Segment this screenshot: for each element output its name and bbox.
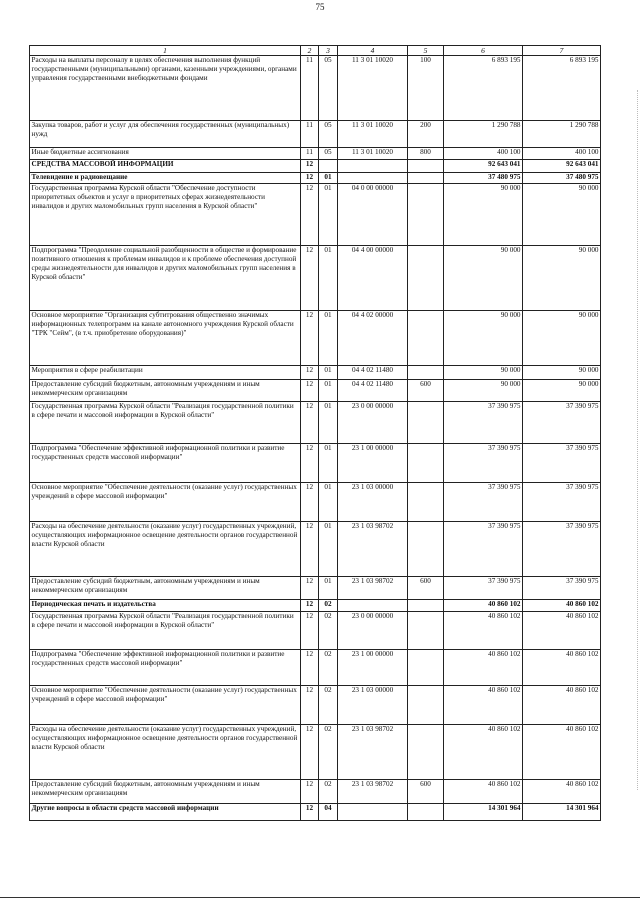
row-target-article-cell (338, 600, 408, 612)
row-amount-1-cell: 40 860 102 (444, 650, 523, 686)
table-row (30, 577, 601, 600)
row-amount-1-cell: 90 000 (444, 311, 523, 366)
row-expense-type-cell: 800 (408, 148, 444, 160)
row-target-article-cell (338, 804, 408, 821)
table-row (30, 600, 601, 612)
table-row (30, 522, 601, 577)
row-section-cell: 12 (301, 173, 319, 184)
row-name-cell: Расходы на обеспечение деятельности (оказание услуг) государственных учреждений, осуществляющих информационное освещение деятельности органов государственной власти Курской области (30, 725, 301, 780)
row-expense-type-cell (408, 600, 444, 612)
row-section-cell: 11 (301, 56, 319, 121)
row-subsection-cell: 01 (319, 366, 338, 380)
row-name-cell: Другие вопросы в области средств массовой информации (30, 804, 301, 821)
row-section-cell: 12 (301, 184, 319, 246)
table-row (30, 148, 601, 160)
row-amount-2-cell: 37 390 975 (523, 577, 601, 600)
row-target-article-cell: 11 3 01 10020 (338, 148, 408, 160)
row-amount-2-cell: 40 860 102 (523, 612, 601, 650)
row-target-article-cell (338, 160, 408, 173)
row-name-cell: Государственная программа Курской области "Реализация государственной политики в сфере печати и массовой информации в Курской области" (30, 612, 301, 650)
row-expense-type-cell (408, 725, 444, 780)
table-row (30, 56, 601, 121)
row-amount-2-cell: 37 390 975 (523, 402, 601, 444)
row-amount-2-cell: 37 480 975 (523, 173, 601, 184)
row-target-article-cell (338, 173, 408, 184)
row-expense-type-cell: 600 (408, 577, 444, 600)
row-target-article-cell: 04 4 02 11480 (338, 366, 408, 380)
row-name-cell: Основное мероприятие "Организация субтитрования общественно значимых информационных телепрограмм на канале автономного учреждения Курской области "ТРК "Сейм", (в т.ч. приобретение оборудования)" (30, 311, 301, 366)
row-amount-1-cell: 14 301 964 (444, 804, 523, 821)
table-row (30, 650, 601, 686)
header-cell: 1 (30, 46, 301, 56)
row-expense-type-cell (408, 612, 444, 650)
row-target-article-cell: 23 0 00 00000 (338, 402, 408, 444)
row-amount-1-cell: 90 000 (444, 366, 523, 380)
table-row (30, 725, 601, 780)
header-row (30, 46, 601, 56)
table-row (30, 121, 601, 148)
row-name-cell: Периодическая печать и издательства (30, 600, 301, 612)
row-amount-1-cell: 37 390 975 (444, 522, 523, 577)
row-section-cell: 12 (301, 650, 319, 686)
row-subsection-cell: 01 (319, 483, 338, 522)
table-row (30, 483, 601, 522)
row-amount-1-cell: 37 390 975 (444, 402, 523, 444)
row-subsection-cell: 01 (319, 184, 338, 246)
row-amount-1-cell: 92 643 041 (444, 160, 523, 173)
row-subsection-cell: 02 (319, 780, 338, 804)
header-cell: 7 (523, 46, 601, 56)
row-amount-1-cell: 40 860 102 (444, 600, 523, 612)
row-section-cell: 12 (301, 522, 319, 577)
row-amount-1-cell: 90 000 (444, 380, 523, 402)
row-target-article-cell: 04 0 00 00000 (338, 184, 408, 246)
row-subsection-cell: 04 (319, 804, 338, 821)
row-subsection-cell: 01 (319, 577, 338, 600)
row-amount-2-cell: 90 000 (523, 311, 601, 366)
row-name-cell: Иные бюджетные ассигнования (30, 148, 301, 160)
row-target-article-cell: 23 1 03 98702 (338, 522, 408, 577)
row-amount-1-cell: 40 860 102 (444, 780, 523, 804)
row-name-cell: Подпрограмма "Обеспечение эффективной информационной политики и развитие государственных средств массовой информации" (30, 444, 301, 483)
row-amount-1-cell: 37 390 975 (444, 444, 523, 483)
row-amount-2-cell: 90 000 (523, 246, 601, 311)
row-name-cell: Основное мероприятие "Обеспечение деятельности (оказание услуг) государственных учреждений в сфере массовой информации" (30, 686, 301, 725)
row-name-cell: Государственная программа Курской области "Обеспечение доступности приоритетных объектов и услуг в приоритетных сферах жизнедеятельности инвалидов и других маломобильных групп населения в Курской области" (30, 184, 301, 246)
row-subsection-cell: 05 (319, 148, 338, 160)
row-section-cell: 12 (301, 380, 319, 402)
row-amount-2-cell: 90 000 (523, 380, 601, 402)
row-target-article-cell: 04 4 02 00000 (338, 311, 408, 366)
row-target-article-cell: 23 1 03 00000 (338, 483, 408, 522)
scan-edge-marks (633, 90, 638, 790)
row-amount-2-cell: 40 860 102 (523, 780, 601, 804)
row-target-article-cell: 04 4 00 00000 (338, 246, 408, 311)
table-row (30, 311, 601, 366)
row-expense-type-cell (408, 402, 444, 444)
row-amount-2-cell: 40 860 102 (523, 686, 601, 725)
row-name-cell: Предоставление субсидий бюджетным, автономным учреждениям и иным некоммерческим организациям (30, 380, 301, 402)
row-expense-type-cell (408, 650, 444, 686)
row-subsection-cell: 01 (319, 311, 338, 366)
row-subsection-cell: 01 (319, 522, 338, 577)
row-target-article-cell: 11 3 01 10020 (338, 56, 408, 121)
row-expense-type-cell (408, 444, 444, 483)
table-row (30, 686, 601, 725)
header-cell: 4 (338, 46, 408, 56)
page-number: 75 (315, 2, 325, 12)
row-amount-1-cell: 40 860 102 (444, 725, 523, 780)
row-amount-1-cell: 1 290 788 (444, 121, 523, 148)
row-expense-type-cell (408, 686, 444, 725)
row-target-article-cell: 23 1 03 98702 (338, 577, 408, 600)
row-expense-type-cell (408, 804, 444, 821)
header-cell: 6 (444, 46, 523, 56)
row-subsection-cell: 05 (319, 121, 338, 148)
row-subsection-cell (319, 160, 338, 173)
row-subsection-cell: 02 (319, 600, 338, 612)
row-expense-type-cell: 600 (408, 780, 444, 804)
row-amount-1-cell: 6 893 195 (444, 56, 523, 121)
row-section-cell: 12 (301, 366, 319, 380)
row-amount-2-cell: 37 390 975 (523, 522, 601, 577)
row-subsection-cell: 01 (319, 246, 338, 311)
row-section-cell: 11 (301, 121, 319, 148)
row-expense-type-cell (408, 246, 444, 311)
table-row (30, 780, 601, 804)
row-expense-type-cell: 200 (408, 121, 444, 148)
row-amount-2-cell: 40 860 102 (523, 725, 601, 780)
row-section-cell: 12 (301, 804, 319, 821)
row-section-cell: 12 (301, 311, 319, 366)
row-section-cell: 12 (301, 600, 319, 612)
row-name-cell: Предоставление субсидий бюджетным, автономным учреждениям и иным некоммерческим организациям (30, 577, 301, 600)
row-amount-2-cell: 40 860 102 (523, 650, 601, 686)
row-subsection-cell: 01 (319, 173, 338, 184)
row-amount-2-cell: 40 860 102 (523, 600, 601, 612)
row-name-cell: Мероприятия в сфере реабилитации (30, 366, 301, 380)
table-row (30, 184, 601, 246)
table-row (30, 380, 601, 402)
row-amount-2-cell: 1 290 788 (523, 121, 601, 148)
row-subsection-cell: 05 (319, 56, 338, 121)
row-amount-1-cell: 37 390 975 (444, 483, 523, 522)
row-subsection-cell: 02 (319, 650, 338, 686)
row-subsection-cell: 01 (319, 402, 338, 444)
table-row (30, 444, 601, 483)
row-target-article-cell: 23 1 00 00000 (338, 444, 408, 483)
row-section-cell: 12 (301, 444, 319, 483)
row-target-article-cell: 04 4 02 11480 (338, 380, 408, 402)
row-subsection-cell: 02 (319, 612, 338, 650)
row-expense-type-cell (408, 184, 444, 246)
row-section-cell: 12 (301, 612, 319, 650)
row-amount-2-cell: 6 893 195 (523, 56, 601, 121)
row-expense-type-cell (408, 483, 444, 522)
table-row (30, 160, 601, 173)
budget-table (29, 45, 601, 821)
row-subsection-cell: 01 (319, 444, 338, 483)
row-target-article-cell: 23 1 03 98702 (338, 780, 408, 804)
row-amount-1-cell: 40 860 102 (444, 686, 523, 725)
row-name-cell: Государственная программа Курской области "Реализация государственной политики в сфере печати и массовой информации в Курской области" (30, 402, 301, 444)
row-amount-2-cell: 90 000 (523, 366, 601, 380)
table-row (30, 173, 601, 184)
row-amount-1-cell: 400 100 (444, 148, 523, 160)
row-amount-2-cell: 14 301 964 (523, 804, 601, 821)
row-amount-1-cell: 37 480 975 (444, 173, 523, 184)
row-expense-type-cell: 600 (408, 380, 444, 402)
row-amount-2-cell: 37 390 975 (523, 483, 601, 522)
row-target-article-cell: 23 1 03 98702 (338, 725, 408, 780)
row-amount-2-cell: 37 390 975 (523, 444, 601, 483)
row-name-cell: Расходы на обеспечение деятельности (оказание услуг) государственных учреждений, осуществляющих информационное освещение деятельности органов государственной власти Курской области (30, 522, 301, 577)
row-name-cell: Подпрограмма "Преодоление социальной разобщенности в обществе и формирование позитивного отношения к проблемам инвалидов и к проблеме обеспечения доступной среды жизнедеятельности для инвалидов и других маломобильных групп населения в Курской области" (30, 246, 301, 311)
row-target-article-cell: 11 3 01 10020 (338, 121, 408, 148)
row-expense-type-cell (408, 173, 444, 184)
table-row (30, 366, 601, 380)
table-row (30, 246, 601, 311)
row-name-cell: Основное мероприятие "Обеспечение деятельности (оказание услуг) государственных учреждений в сфере массовой информации" (30, 483, 301, 522)
row-amount-2-cell: 90 000 (523, 184, 601, 246)
row-amount-1-cell: 90 000 (444, 184, 523, 246)
row-expense-type-cell (408, 366, 444, 380)
row-amount-1-cell: 40 860 102 (444, 612, 523, 650)
row-name-cell: Телевидение и радиовещание (30, 173, 301, 184)
row-section-cell: 12 (301, 402, 319, 444)
row-target-article-cell: 23 0 00 00000 (338, 612, 408, 650)
bottom-rule (0, 897, 640, 898)
row-section-cell: 12 (301, 577, 319, 600)
row-target-article-cell: 23 1 03 00000 (338, 686, 408, 725)
row-expense-type-cell: 100 (408, 56, 444, 121)
row-name-cell: Расходы на выплаты персоналу в целях обеспечения выполнения функций государственными (муниципальными) органами, казенными учреждениями, органами управления государственными внебюджетными фондами (30, 56, 301, 121)
row-section-cell: 12 (301, 686, 319, 725)
table-row (30, 402, 601, 444)
row-expense-type-cell (408, 522, 444, 577)
row-amount-2-cell: 92 643 041 (523, 160, 601, 173)
row-subsection-cell: 02 (319, 686, 338, 725)
header-cell: 5 (408, 46, 444, 56)
row-subsection-cell: 02 (319, 725, 338, 780)
row-name-cell: СРЕДСТВА МАССОВОЙ ИНФОРМАЦИИ (30, 160, 301, 173)
header-cell: 2 (301, 46, 319, 56)
row-amount-2-cell: 400 100 (523, 148, 601, 160)
row-section-cell: 12 (301, 483, 319, 522)
row-subsection-cell: 01 (319, 380, 338, 402)
row-section-cell: 12 (301, 780, 319, 804)
row-amount-1-cell: 90 000 (444, 246, 523, 311)
row-name-cell: Подпрограмма "Обеспечение эффективной информационной политики и развитие государственных средств массовой информации" (30, 650, 301, 686)
row-section-cell: 12 (301, 725, 319, 780)
row-section-cell: 12 (301, 160, 319, 173)
row-section-cell: 12 (301, 246, 319, 311)
row-expense-type-cell (408, 311, 444, 366)
row-target-article-cell: 23 1 00 00000 (338, 650, 408, 686)
table-row (30, 804, 601, 821)
row-expense-type-cell (408, 160, 444, 173)
header-cell: 3 (319, 46, 338, 56)
row-name-cell: Закупка товаров, работ и услуг для обеспечения государственных (муниципальных) нужд (30, 121, 301, 148)
row-name-cell: Предоставление субсидий бюджетным, автономным учреждениям и иным некоммерческим организациям (30, 780, 301, 804)
row-amount-1-cell: 37 390 975 (444, 577, 523, 600)
row-section-cell: 11 (301, 148, 319, 160)
table-row (30, 612, 601, 650)
